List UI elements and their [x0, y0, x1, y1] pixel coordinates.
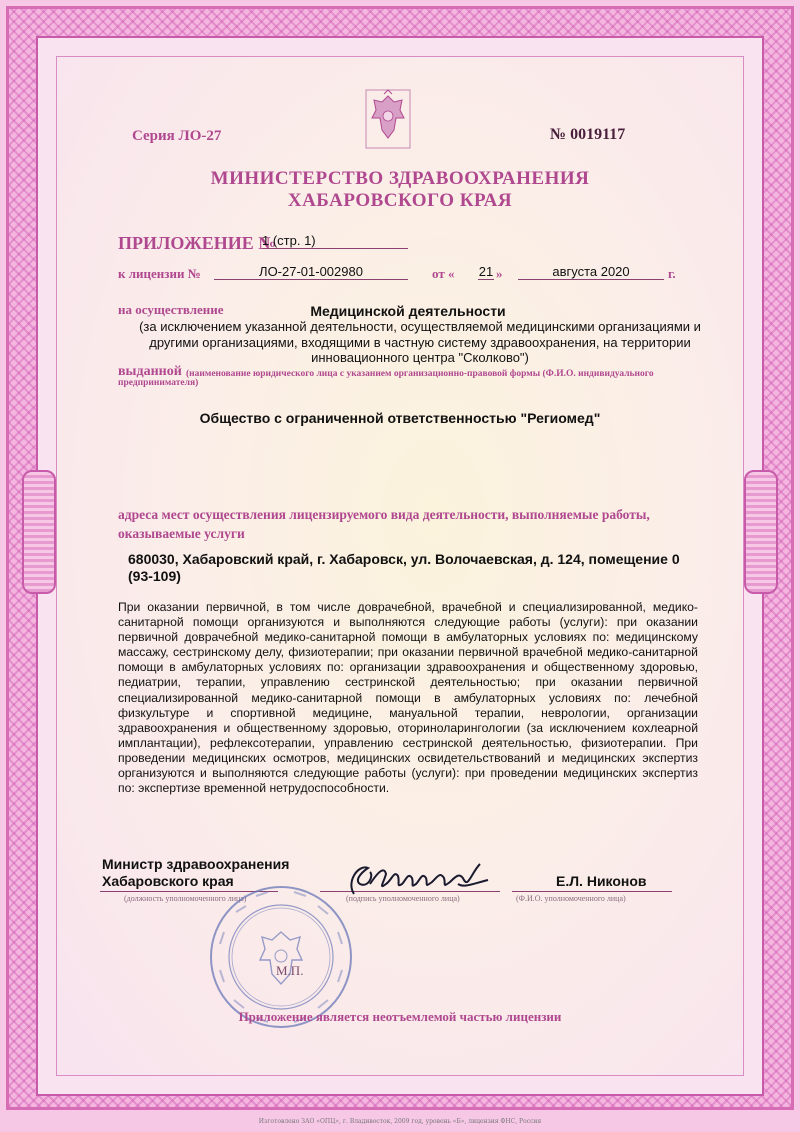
issued-label: выданной: [118, 364, 182, 379]
issued-note-continued: предпринимателя): [118, 378, 199, 388]
stamp-place: М.П.: [276, 963, 304, 978]
caption-name: (Ф.И.О. уполномоченного лица): [516, 894, 626, 903]
handwritten-signature: [340, 854, 500, 900]
series-label: Серия ЛО-27: [132, 128, 222, 144]
signatory-title-line2: Хабаровского края: [102, 873, 234, 889]
activity-type: Медицинской деятельности: [310, 303, 506, 319]
activity-exclusion: (за исключением указанной деятельности, осуществляемой медицинскими организациями и другими организациями, входящими в частную систему здравоохранения, на территории инновационного центра "Сколково"): [139, 319, 701, 365]
license-number: ЛО-27-01-002980: [214, 264, 408, 280]
date-from-label: от «: [432, 266, 455, 281]
appendix-label: ПРИЛОЖЕНИЕ №: [118, 233, 277, 253]
print-info: Изготовлено ЗАО «ОПЦ», г. Владивосток, 2009 год, уровень «Б», лицензия ФНС, Россия: [258, 1118, 542, 1125]
appendix-number: 1 (стр. 1): [262, 233, 408, 249]
addresses-label: адреса мест осуществления лицензируемого вида деятельности, выполняемые работы, оказываемые услуги: [118, 507, 650, 541]
date-day: 21: [478, 264, 494, 279]
appendix-note: Приложение является неотъемлемой частью лицензии: [238, 1009, 562, 1024]
signatory-name: Е.Л. Никонов: [556, 873, 647, 889]
company-name: Общество с ограниченной ответственностью "Региомед": [199, 410, 601, 426]
caption-position: (должность уполномоченного лица): [124, 894, 247, 903]
date-month-year: августа 2020: [518, 264, 664, 280]
ministry-region: ХАБАРОВСКОГО КРАЯ: [287, 190, 513, 211]
date-quote: »: [496, 266, 503, 281]
signatory-title-line1: Министр здравоохранения: [102, 856, 290, 872]
year-suffix: г.: [668, 266, 676, 281]
form-number: № 0019117: [550, 126, 626, 143]
ministry-title: МИНИСТЕРСТВО ЗДРАВООХРАНЕНИЯ: [210, 168, 590, 189]
left-ornament: [22, 470, 56, 594]
services-list: При оказании первичной, в том числе доврачебной, врачебной и специализированной, медико-санитарной помощи организуются и выполняются следующие работы (услуги): при оказании первичной доврачебной медико-санитарной помощи в амбулаторных условиях по: медицинскому массажу, сестринскому делу, физиотерапии; при оказании первичной врачебной медико-санитарной помощи в амбулаторных условиях по: организации здравоохранения и общественному здоровью, педиатрии, терапии, управлению сестринской деятельностью; при оказании первичной специализированной медико-санитарной помощи в амбулаторных условиях по: лечебной физкультуре и спортивной медицине, мануальной терапии, неврологии, организации здравоохранения и общественному здоровью, оториноларингологии (за исключением кохлеарной имплантации), рефлексотерапии, управлению сестринской деятельностью, физиотерапии. При проведении медицинских осмотров, медицинских освидетельствований и медицинских экспертиз организуются и выполняются следующие работы (услуги): при проведении медицинских экспертиз по: экспертизе временной нетрудоспособности.: [118, 600, 698, 796]
issued-note: (наименование юридического лица с указанием организационно-правовой формы (Ф.И.О. индивидуального: [186, 369, 654, 379]
activity-address: 680030, Хабаровский край, г. Хабаровск, ул. Волочаевская, д. 124, помещение 0 (93-109): [128, 551, 680, 584]
license-label: к лицензии №: [118, 266, 201, 281]
right-ornament: [744, 470, 778, 594]
coat-of-arms-icon: [364, 88, 412, 150]
caption-signature: (подпись уполномоченного лица): [346, 894, 460, 903]
name-line: [512, 891, 672, 892]
implementation-label: на осуществление: [118, 302, 224, 317]
